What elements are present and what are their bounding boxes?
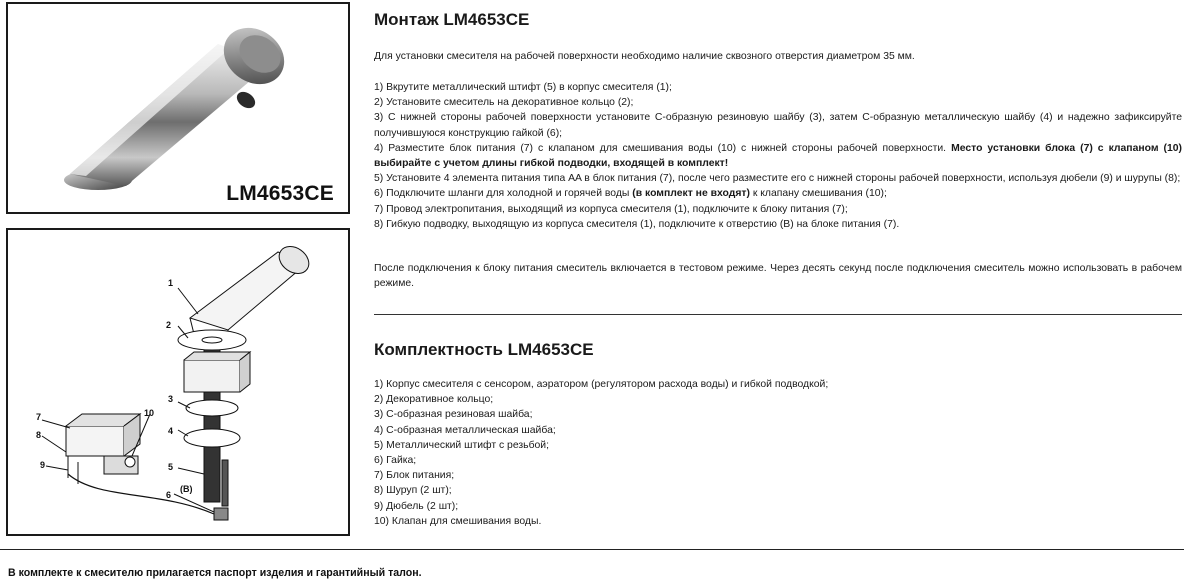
step-4 [374,141,1182,171]
callout-10: 10 [144,408,155,418]
assembly-diagram-frame [6,228,350,536]
step-6-text: 6) Подключите шланги для холодной и горячей воды [374,188,630,200]
callout-b: (B) [180,484,193,494]
footer-divider [0,549,1184,550]
kit-item: 10) Клапан для смешивания воды. [374,515,542,527]
kit-item: 9) Дюбель (2 шт); [374,500,459,512]
callout-2: 2 [166,320,172,330]
product-photo-frame [6,2,350,214]
step-4-warning: Место установки блока (7) с клапаном (10) выбирайте с учетом длины гибкой подводки, входящей в комплект! [374,142,1182,170]
kit-item: 2) Декоративное кольцо; [374,394,494,406]
callout-7: 7 [36,412,42,422]
model-label: LM4653CE [226,182,334,205]
step-2: 2) Установите смеситель на декоративное кольцо (2); [374,97,634,109]
kit-item: 4) С-образная металлическая шайба; [374,424,556,436]
mount-after-text: После подключения к блоку питания смеситель включается в тестовом режиме. Через десять секунд после подключения смеситель можно использовать в рабочем режиме. [374,263,1182,290]
callout-8: 8 [36,430,42,440]
mount-steps [374,80,1182,232]
step-1: 1) Вкрутите металлический штифт (5) в корпус смесителя (1); [374,82,672,93]
assembly-diagram-icon [8,230,348,534]
step-6-note: (в комплект не входят) [632,188,750,200]
section-divider [374,314,1182,315]
callout-5: 5 [168,462,174,472]
callout-4: 4 [168,426,174,436]
step-4-text: 4) Разместите блок питания (7) с клапаном для смешивания воды (10) с нижней стороны рабочей поверхности. [374,142,947,154]
callout-1: 1 [168,278,174,288]
step-3: 3) С нижней стороны рабочей поверхности установите С-образную резиновую шайбу (3), затем С-образную металлическую шайбу (4) и надежно зафиксируйте получившуюся конструкцию гайкой (6); [374,112,1182,139]
kit-item: 1) Корпус смесителя с сенсором, аэратором (регулятором расхода воды) и гибкой подводкой; [374,379,829,390]
mount-intro-text: Для установки смесителя на рабочей поверхности необходимо наличие сквозного отверстия диаметром 35 мм. [374,51,915,62]
faucet-photo-icon [8,4,348,212]
callout-9: 9 [40,460,46,470]
footer-note: В комплекте к смесителю прилагается паспорт изделия и гарантийный талон. [8,567,422,579]
step-8: 8) Гибкую подводку, выходящую из корпуса смесителя (1), подключите к отверстию (B) на блоке питания (7). [374,218,900,230]
kit-item: 7) Блок питания; [374,470,455,482]
callout-3: 3 [168,394,174,404]
step-6-end: к клапану смешивания (10); [752,188,887,200]
mount-title: Монтаж LM4653CE [374,10,530,29]
kit-item: 8) Шуруп (2 шт); [374,485,452,497]
mount-intro [374,49,1182,64]
step-6 [374,186,1182,201]
mount-after [374,261,1182,291]
callout-6: 6 [166,490,172,500]
step-5: 5) Установите 4 элемента питания типа AA в блок питания (7), после чего разместите его с нижней стороны рабочей поверхности, используя дюбели (9) и шурупы (8); [374,173,1181,185]
kit-title: Комплектность LM4653CE [374,340,594,359]
kit-list [374,377,1182,529]
kit-item: 3) С-образная резиновая шайба; [374,409,533,421]
step-7: 7) Провод электропитания, выходящий из корпуса смесителя (1), подключите к блоку питания (7); [374,203,848,215]
kit-item: 6) Гайка; [374,455,417,467]
kit-item: 5) Металлический штифт с резьбой; [374,439,549,451]
